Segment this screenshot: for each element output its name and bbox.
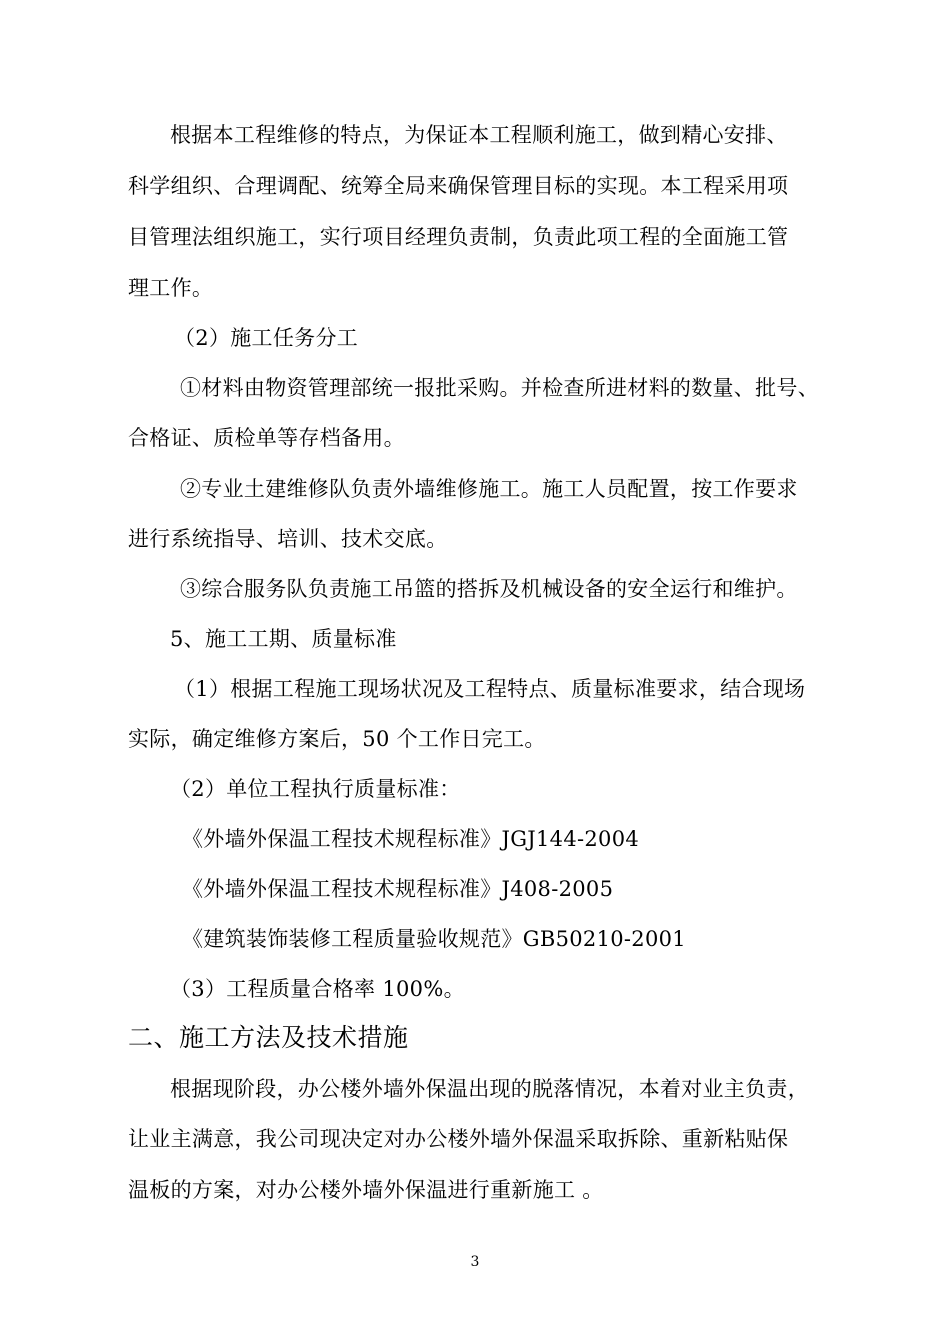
paragraph-1-line-4: 理工作。 — [128, 276, 214, 300]
standard-2: 《外墙外保温工程技术规程标准》J408-2005 — [182, 877, 614, 901]
item-3: ③综合服务队负责施工吊篮的搭拆及机械设备的安全运行和维护。 — [180, 577, 798, 601]
subheading-task-division: （2）施工任务分工 — [174, 326, 359, 350]
section-5-item-2: （2）单位工程执行质量标准： — [170, 777, 461, 801]
page-number: 3 — [470, 1254, 480, 1270]
paragraph-2-line-3: 温板的方案，对办公楼外墙外保温进行重新施工 。 — [128, 1178, 604, 1202]
item-1-line-1: ①材料由物资管理部统一报批采购。并检查所进材料的数量、批号、 — [180, 376, 819, 400]
section-5-item-1-line-1: （1）根据工程施工现场状况及工程特点、质量标准要求，结合现场 — [174, 677, 806, 701]
item-2-line-2: 进行系统指导、培训、技术交底。 — [128, 527, 448, 551]
paragraph-1-line-3: 目管理法组织施工，实行项目经理负责制，负责此项工程的全面施工管 — [128, 225, 789, 249]
paragraph-2-line-1: 根据现阶段，办公楼外墙外保温出现的脱落情况，本着对业主负责， — [170, 1077, 809, 1101]
section-5-item-3: （3）工程质量合格率 100%。 — [170, 977, 465, 1001]
chapter-2-heading: 二、施工方法及技术措施 — [128, 1023, 409, 1052]
standard-3: 《建筑装饰装修工程质量验收规范》GB50210-2001 — [182, 927, 686, 951]
item-1-line-2: 合格证、质检单等存档备用。 — [128, 426, 405, 450]
standard-1: 《外墙外保温工程技术规程标准》JGJ144-2004 — [182, 827, 640, 851]
paragraph-1-line-2: 科学组织、合理调配、统筹全局来确保管理目标的实现。本工程采用项 — [128, 174, 789, 198]
paragraph-1-line-1: 根据本工程维修的特点，为保证本工程顺利施工，做到精心安排、 — [170, 123, 788, 147]
section-5-item-1-line-2: 实际，确定维修方案后，50 个工作日完工。 — [128, 727, 546, 751]
paragraph-2-line-2: 让业主满意，我公司现决定对办公楼外墙外保温采取拆除、重新粘贴保 — [128, 1127, 789, 1151]
item-2-line-1: ②专业土建维修队负责外墙维修施工。施工人员配置，按工作要求 — [180, 477, 798, 501]
section-5-heading: 5、施工工期、质量标准 — [170, 627, 397, 651]
